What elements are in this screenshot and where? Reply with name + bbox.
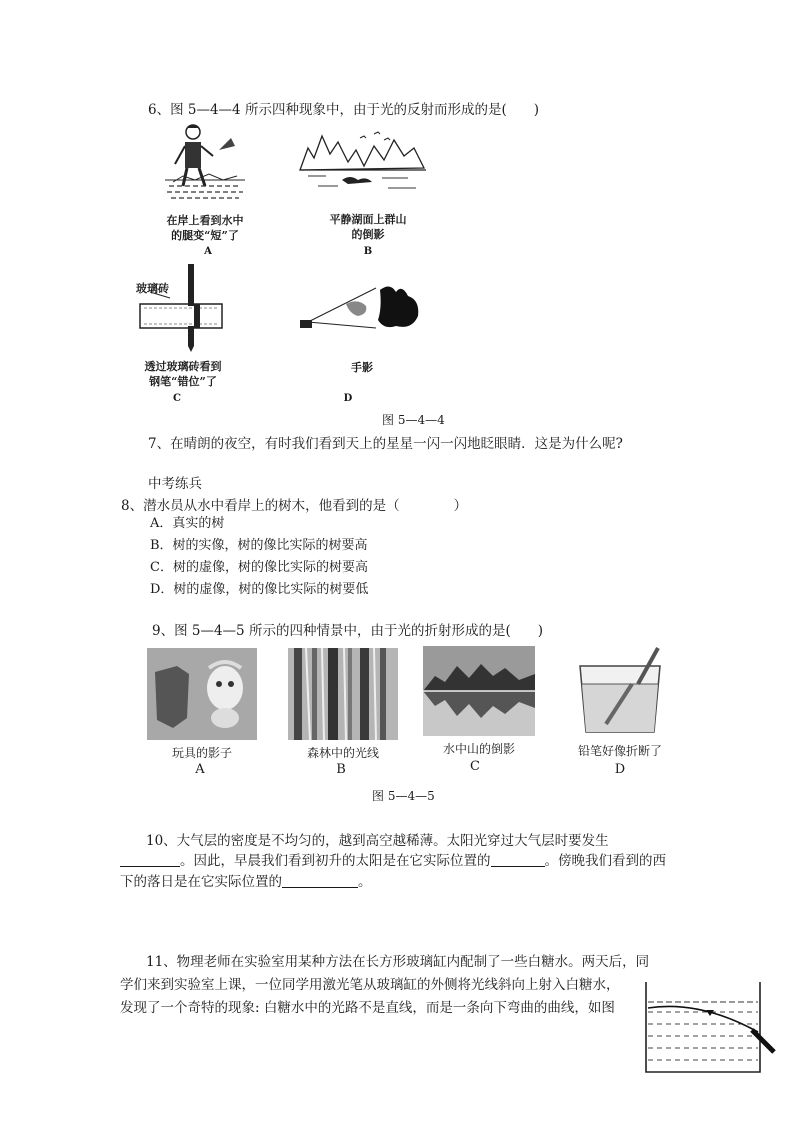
photo-b-caption: 森林中的光线 bbox=[306, 746, 379, 760]
figure-b-mountain-image bbox=[298, 128, 428, 198]
figure-5-4-5-caption: 图 5—4—5 bbox=[372, 789, 435, 803]
photo-c-letter: C bbox=[470, 759, 480, 774]
photo-b-forest-light bbox=[288, 648, 398, 740]
option-b: B．树的实像，树的像比实际的树要高 bbox=[150, 538, 368, 553]
question-10-line3: 下的落日是在它实际位置的 。 bbox=[120, 874, 372, 890]
figure-c-letter: C bbox=[173, 393, 181, 404]
question-11-line3: 发现了一个奇特的现象: 白糖水中的光路不是直线，而是一条向下弯曲的曲线，如图 bbox=[120, 1000, 615, 1016]
photo-a-toy-shadow bbox=[147, 648, 257, 740]
photo-c-caption: 水中山的倒影 bbox=[442, 742, 515, 756]
answer-blank-2[interactable] bbox=[491, 852, 545, 867]
section-heading: 中考练兵 bbox=[148, 476, 202, 492]
photo-d-letter: D bbox=[614, 762, 626, 777]
question-11-line1: 11、物理老师在实验室用某种方法在长方形玻璃缸内配制了一些白糖水。两天后，同 bbox=[146, 954, 650, 970]
photo-d-bent-pencil bbox=[570, 646, 670, 738]
figure-a-letter: A bbox=[204, 246, 212, 257]
photo-a-caption: 玩具的影子 bbox=[171, 746, 232, 760]
figure-5-4-4-caption: 图 5—4—4 bbox=[382, 413, 445, 427]
question-10-line1: 10、大气层的密度是不均匀的，越到高空越稀薄。太阳光穿过大气层时要发生 bbox=[146, 833, 609, 849]
glass-block-label: 玻璃砖 bbox=[136, 282, 169, 295]
figure-d-hand-shadow-image bbox=[296, 282, 426, 334]
question-11-line2: 学们来到实验室上课，一位同学用激光笔从玻璃缸的外侧将光线斜向上射入白糖水， bbox=[120, 977, 620, 993]
figure-a-leg-image bbox=[165, 120, 245, 212]
figure-b-caption: 平静湖面上群山 的倒影 bbox=[329, 213, 407, 241]
figure-a-caption: 在岸上看到水中 的腿变“短”了 bbox=[166, 214, 244, 242]
option-a: A．真实的树 bbox=[150, 516, 225, 531]
photo-a-letter: A bbox=[195, 762, 205, 777]
question-10-line2: 。因此，早晨我们看到初升的太阳是在它实际位置的 。傍晚我们看到的西 bbox=[120, 849, 666, 869]
answer-blank-3[interactable] bbox=[282, 873, 358, 888]
figure-b-letter: B bbox=[363, 246, 373, 257]
photo-d-caption: 铅笔好像折断了 bbox=[577, 744, 662, 758]
figure-d-letter: D bbox=[343, 393, 353, 404]
question-9-text: 9、图 5—4—5 所示的四种情景中，由于光的折射形成的是( ) bbox=[152, 623, 543, 639]
option-c: C．树的虚像，树的像比实际的树要高 bbox=[150, 560, 368, 575]
question-8-text: 8、潜水员从水中看岸上的树木，他看到的是（ ） bbox=[121, 498, 468, 514]
figure-c-glass-pen-image bbox=[130, 262, 240, 354]
photo-b-letter: B bbox=[336, 762, 346, 777]
photo-c-mountain-reflection bbox=[423, 646, 535, 736]
figure-c-caption: 透过玻璃砖看到 钢笔“错位”了 bbox=[144, 360, 222, 388]
option-d: D．树的虚像，树的像比实际的树要低 bbox=[150, 582, 369, 597]
question-6-text: 6、图 5—4—4 所示四种现象中，由于光的反射而形成的是( ) bbox=[148, 102, 539, 118]
answer-blank-1[interactable] bbox=[120, 852, 180, 867]
figure-d-caption: 手影 bbox=[351, 361, 373, 374]
sugar-water-tank-figure bbox=[640, 980, 782, 1076]
question-8-options bbox=[150, 513, 368, 601]
question-7-text: 7、在晴朗的夜空，有时我们看到天上的星星一闪一闪地眨眼睛．这是为什么呢? bbox=[148, 436, 623, 452]
